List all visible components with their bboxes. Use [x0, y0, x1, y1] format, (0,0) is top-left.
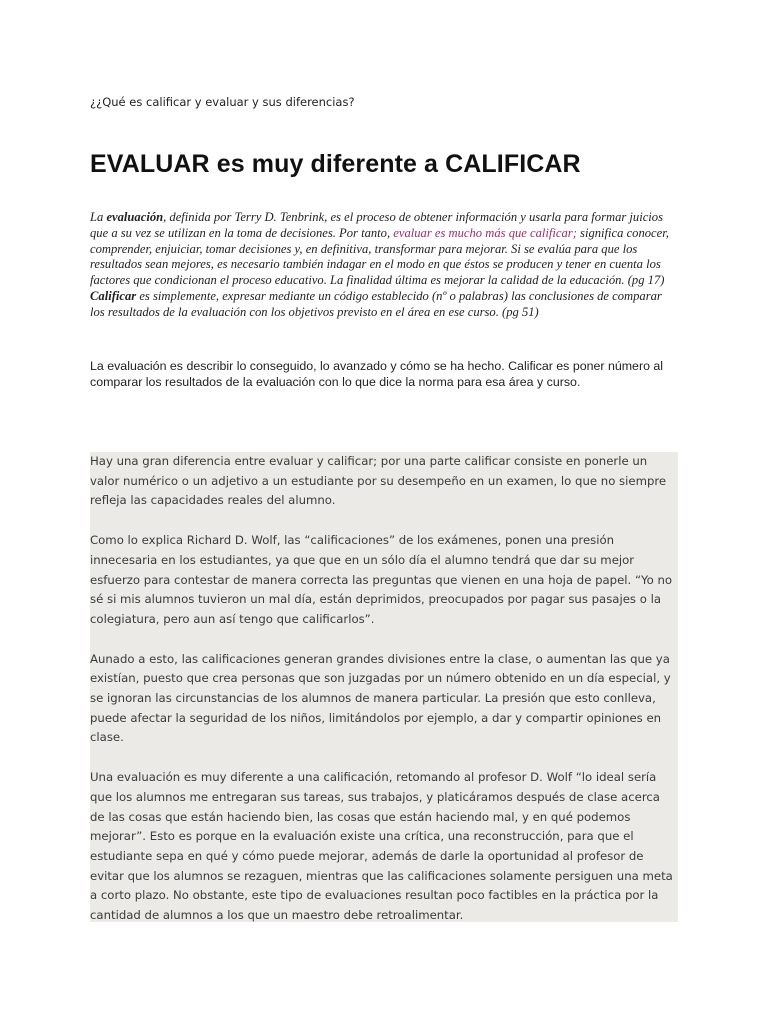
term-calificar: Calificar — [90, 288, 137, 303]
calificar-definition-text: es simplemente, expresar mediante un código establecido (nº o palabras) las conclusiones de comparar los resultados de la evaluación con los objetivos previsto en el área en ese curso. (pg 51) — [90, 288, 662, 319]
body-paragraph: Como lo explica Richard D. Wolf, las “calificaciones” de los exámenes, ponen una presión innecesaria en los estudiantes, ya que que en un sólo día el alumno tendrá que dar su mejor esfuerzo para contestar de manera correcta las preguntas que vienen en una hoja de papel. “Yo no sé si mis alumnos tuvieron un mal día, están deprimidos, preocupados por pagar sus pasajes o la colegiatura, pero aun así tengo que calificarlos”. — [90, 533, 673, 626]
explanation-block — [90, 452, 678, 922]
definition-paragraph — [90, 210, 675, 321]
term-evaluacion: evaluación — [106, 210, 164, 224]
definition-lead: La — [90, 210, 107, 224]
question-heading: ¿¿Qué es calificar y evaluar y sus diferencias? — [90, 95, 355, 109]
body-paragraph: Una evaluación es muy diferente a una calificación, retomando al profesor D. Wolf “lo ideal sería que los alumnos me entregaran sus tareas, sus trabajos, y platicáramos después de clase acerca de las cosas que están haciendo bien, las cosas que están haciendo mal, y en qué podemos mejorar”. Esto es porque en la evaluación existe una crítica, una reconstrucción, para que el estudiante sepa en qué y cómo puede mejorar, además de darle la oportunidad al profesor de evitar que los alumnos se rezaguen, mientras que las calificaciones solamente persiguen una meta a corto plazo. No obstante, este tipo de evaluaciones resultan poco factibles en la práctica por la cantidad de alumnos a los que un maestro debe retroalimentar. — [90, 770, 673, 923]
body-paragraph: Aunado a esto, las calificaciones generan grandes divisiones entre la clase, o aumentan las que ya existían, puesto que crea personas que son juzgadas por un número obtenido en un día especial, y se ignoran las circunstancias de los alumnos de manera particular. La presión que esto conlleva, puede afectar la seguridad de los niños, limitándolos por ejemplo, a dar y compartir opiniones en clase. — [90, 651, 671, 745]
page-title: EVALUAR es muy diferente a CALIFICAR — [90, 150, 581, 178]
body-paragraph: Hay una gran diferencia entre evaluar y calificar; por una parte calificar consiste en ponerle un valor numérico o un adjetivo a un estudiante por su desempeño en un examen, lo que no siempre refleja las capacidades reales del alumno. — [90, 454, 667, 508]
definition-text-b: significa conocer, comprender, enjuiciar, tomar decisiones y, en definitiva, transformar para mejorar. Si se evalúa para que los resultados sean mejores, es necesario también indagar en el modo en que éstos se producen y tener en cuenta los factores que condicionan el proceso educativo. La finalidad última es mejorar la calidad de la educación. (pg 17) — [90, 225, 669, 288]
definition-text-a: , definida por Terry D. Tenbrink, es el proceso de obtener información y usarla para formar juicios que a su vez se utilizan en la toma de decisiones. Por tanto, — [90, 210, 664, 240]
summary-paragraph: La evaluación es describir lo conseguido, lo avanzado y cómo se ha hecho. Calificar es poner número al comparar los resultados de la evaluación con lo que dice la norma para esa área y curso. — [90, 359, 664, 389]
highlighted-phrase: evaluar es mucho más que calificar; — [393, 225, 577, 240]
